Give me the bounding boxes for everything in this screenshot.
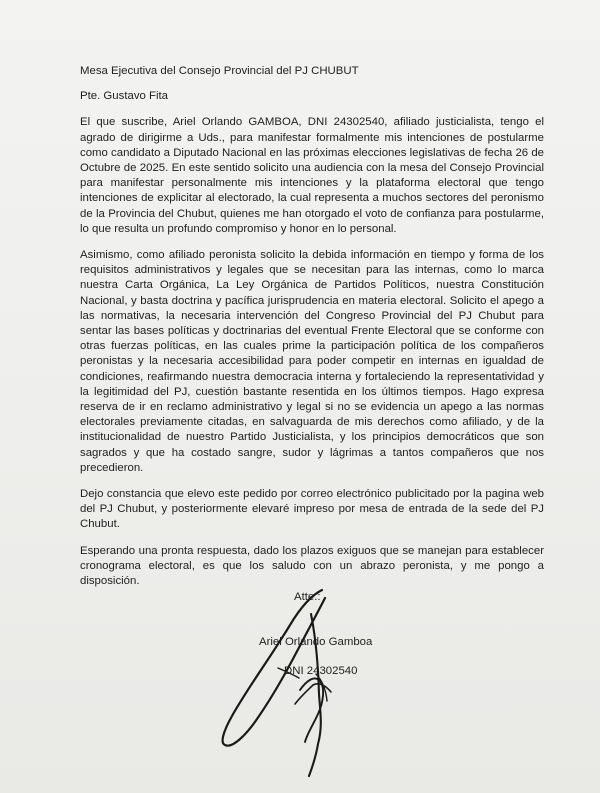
closing-line: Atte.: [294,591,321,603]
recipient-line: Mesa Ejecutiva del Consejo Provincial del PJ CHUBUT [80,65,359,77]
signer-dni: DNI 24302540 [284,665,358,677]
paragraph-notice: Dejo constancia que elevo este pedido por correo electrónico publicitado por la pagina web del PJ Chubut, y posteriormente elevaré impreso por mesa de entrada de la sede del PJ Chubut. [80,488,544,531]
paragraph-request: Asimismo, como afiliado peronista solicito la debida información en tiempo y forma de los requisitos administrativos y legales que se necesitan para las internas, como lo marca nuestra Carta Orgánica, La Ley Orgánica de Partidos Políticos, nuestra Constitución Nacional, y basta doctrina y pacífica jurisprudencia en materia electoral. Solicito el apego a las normativas, la necesaria intervención del Congreso Provincial del PJ Chubut para sentar las bases políticas y doctrinarias del eventual Frente Electoral que se conforme con otras fuerzas políticas, en las cuales prime la participación política de los compañeros peronistas y la necesaria accesibilidad para poder competir en internas en igualdad de condiciones, reafirmando nuestra democracia interna y fortaleciendo la representatividad y la legitimidad del PJ, cuestión bastante resentida en los últimos tiempos. Hago expresa reserva de ir en reclamo administrativo y legal si no se evidencia un apego a las normas electorales previamente citadas, en salvaguarda de mis derechos como afiliado, y de la institucionalidad de nuestro Partido Justicialista, y los principios democráticos que son sagrados y que ha costado sangre, sudor y lágrimas a tantos compañeros que nos precedieron. [80,249,544,474]
paragraph-intro: El que suscribe, Ariel Orlando GAMBOA, DNI 24302540, afiliado justicialista, tengo el agrado de dirigirme a Uds., para manifestar formalmente mis intenciones de postularme como candidato a Diputado Nacional en las próximas elecciones legislativas de fecha 26 de Octubre de 2025. En este sentido solicito una audiencia con la mesa del Consejo Provincial para manifestar personalmente mis intenciones y la plataforma electoral que tengo intenciones de explicitar al electorado, la cual representa a muchos sectores del peronismo de la Provincia del Chubut, quienes me han otorgado el voto de confianza para postularme, lo que resulta un profundo compromiso y honor en lo personal. [80,116,544,235]
letter-body [80,55,544,589]
signer-name: Ariel Orlando Gamboa [259,636,373,648]
salutation-line: Pte. Gustavo Fita [80,90,168,103]
paragraph-closing: Esperando una pronta respuesta, dado los plazos exiguos que se manejan para establecer cronograma electoral, es que los saludo con un abrazo peronista, y me pongo a disposición. [80,544,544,588]
